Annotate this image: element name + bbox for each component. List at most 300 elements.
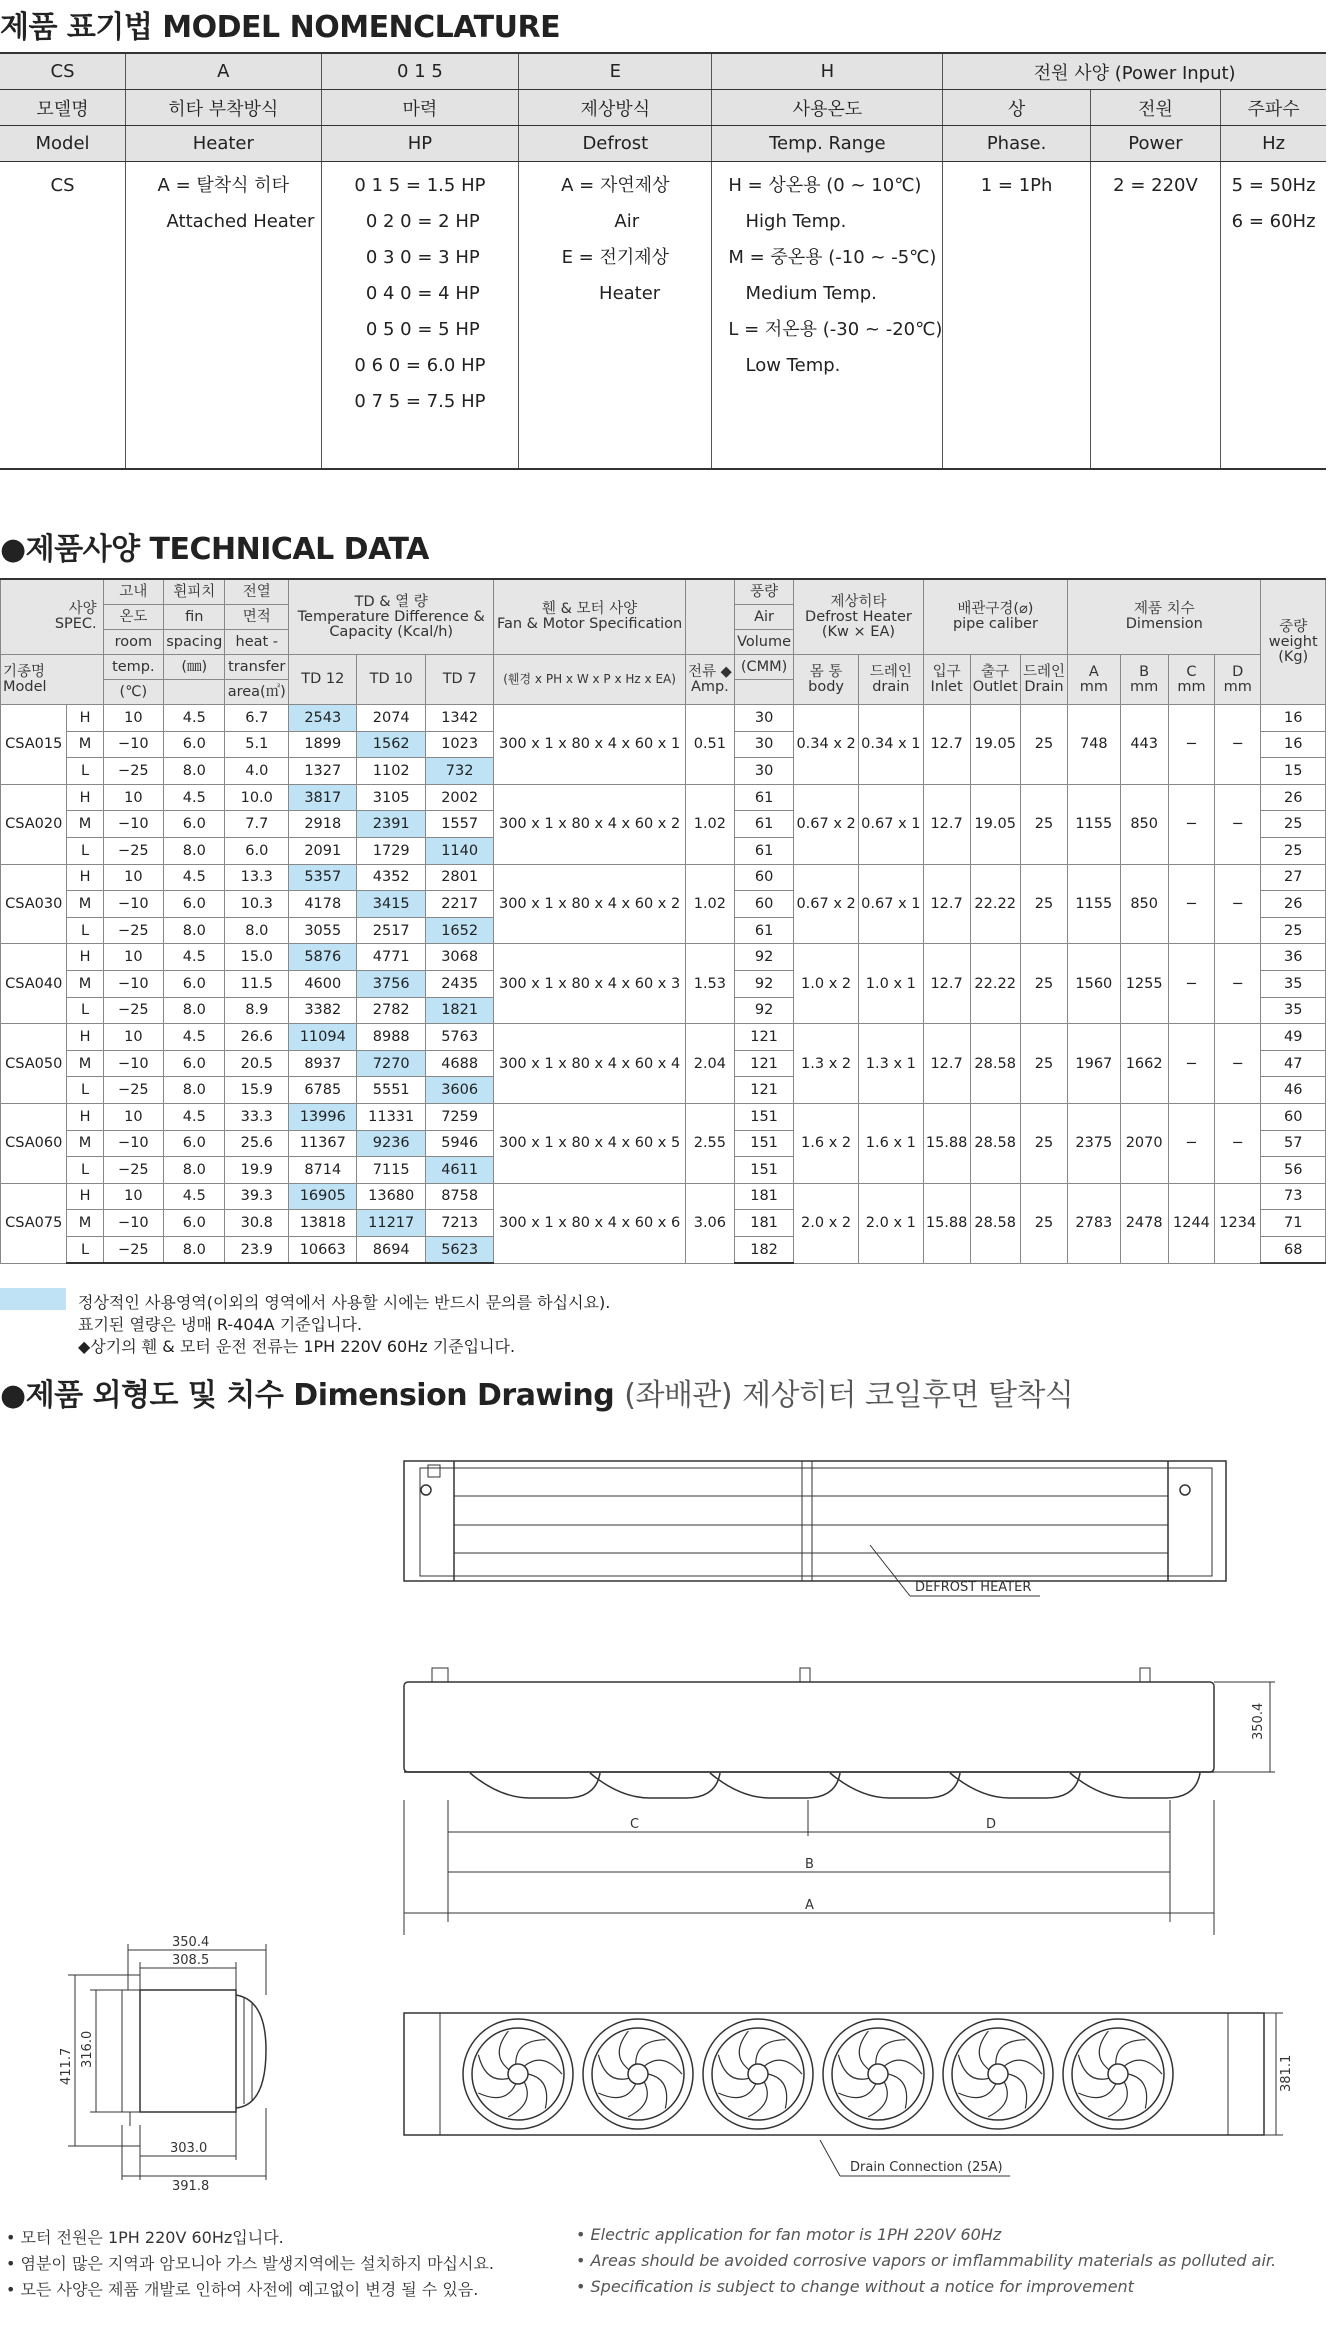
ko-label: 제상방식: [519, 90, 712, 126]
amp-cell: 2.04: [685, 1024, 734, 1104]
air-volume-cell: 151: [734, 1130, 793, 1157]
spec-cell: H: [67, 1183, 103, 1210]
pipe-drain-cell: 25: [1020, 1024, 1067, 1104]
room-temp-cell: 10: [103, 1183, 163, 1210]
td7-cell: 1023: [425, 731, 493, 758]
defrost-header: 제상히타 Defrost Heater (Kw × EA): [794, 579, 923, 655]
air-header: [734, 680, 793, 705]
dim-c-cell: −: [1168, 784, 1214, 864]
outlet-cell: 28.58: [970, 1183, 1020, 1263]
weight-cell: 60: [1261, 1103, 1326, 1130]
en-label: Heater: [126, 126, 322, 162]
td12-cell: 5357: [289, 864, 357, 891]
dim-a-cell: 2375: [1068, 1103, 1120, 1183]
fan-blade: [619, 2031, 629, 2070]
td12-cell: 13818: [289, 1210, 357, 1237]
spec-cell: L: [67, 917, 103, 944]
fin-spacing-cell: 8.0: [164, 837, 225, 864]
weight-cell: 15: [1261, 758, 1326, 785]
dim-b-cell: 1662: [1120, 1024, 1168, 1104]
fin-spacing-cell: 6.0: [164, 891, 225, 918]
air-volume-cell: 61: [734, 784, 793, 811]
td10-cell: 5551: [357, 1077, 425, 1104]
fan-blade: [1124, 2060, 1162, 2074]
weight-cell: 16: [1261, 731, 1326, 758]
spec-header: 사양 SPEC.: [1, 579, 104, 655]
room-temp-cell: −25: [103, 1236, 163, 1263]
model-header: 기종명 Model: [1, 655, 104, 705]
fan-blade: [1078, 2084, 1115, 2098]
area-cell: 8.9: [225, 997, 289, 1024]
fin-spacing-cell: 6.0: [164, 970, 225, 997]
area-cell: 15.9: [225, 1077, 289, 1104]
amp-cell: 1.02: [685, 864, 734, 944]
nomenclature-table: [0, 52, 1326, 470]
dim-d-label: D: [986, 1817, 997, 1832]
hp-values: 0 1 5 = 1.5 HP 0 2 0 = 2 HP 0 3 0 = 3 HP 0 4 0 = 4 HP 0 5 0 = 5 HP 0 6 0 = 6.0 HP 0 7 5 = 7.5 HP: [321, 162, 519, 470]
spec-cell: L: [67, 1157, 103, 1184]
area-header: area(㎡): [225, 680, 289, 705]
weight-cell: 36: [1261, 944, 1326, 971]
model-values: CS: [0, 162, 126, 470]
dim-a-label: A: [805, 1898, 814, 1913]
dim-b-cell: 443: [1120, 705, 1168, 785]
area-cell: 10.3: [225, 891, 289, 918]
room-temp-cell: −10: [103, 811, 163, 838]
fan-blade: [1108, 2082, 1127, 2117]
fan-blade: [888, 2074, 907, 2108]
fan-blade: [838, 2055, 869, 2079]
spec-cell: M: [67, 1130, 103, 1157]
dim-b-label: B: [805, 1857, 814, 1872]
dimension-heading: [0, 1370, 1073, 1414]
code-cell: 0 1 5: [321, 53, 519, 90]
td12-cell: 2918: [289, 811, 357, 838]
fan-blade: [628, 2082, 647, 2117]
area-cell: 33.3: [225, 1103, 289, 1130]
dim-d-cell: −: [1215, 784, 1261, 864]
room-temp-cell: −10: [103, 731, 163, 758]
hz-values: 5 = 50Hz 6 = 60Hz: [1221, 162, 1326, 470]
air-volume-cell: 92: [734, 944, 793, 971]
dim-a-cell: 1155: [1068, 784, 1120, 864]
drain-connection-label: Drain Connection (25A): [850, 2160, 1003, 2175]
fan-blade: [598, 2084, 635, 2098]
td7-cell: 4688: [425, 1050, 493, 1077]
area-cell: 6.0: [225, 837, 289, 864]
td12-cell: 3817: [289, 784, 357, 811]
table-row: [1, 1183, 1326, 1210]
code-cell: CS: [0, 53, 126, 90]
en-label: Defrost: [519, 126, 712, 162]
fin-header: 휜피치: [164, 579, 225, 605]
spec-cell: H: [67, 784, 103, 811]
td7-cell: 1342: [425, 705, 493, 732]
td7-cell: 3068: [425, 944, 493, 971]
defrost-drain-cell: 0.67 x 1: [858, 784, 923, 864]
fan-spec-cell: 300 x 1 x 80 x 4 x 60 x 1: [494, 705, 685, 785]
weight-cell: 71: [1261, 1210, 1326, 1237]
ko-label: 모델명: [0, 90, 126, 126]
fin-header: (㎜): [164, 655, 225, 680]
td7-cell: 7259: [425, 1103, 493, 1130]
air-volume-cell: 182: [734, 1236, 793, 1263]
td7-header: TD 7: [425, 655, 493, 705]
dim-a-cell: 1155: [1068, 864, 1120, 944]
weight-cell: 47: [1261, 1050, 1326, 1077]
td7-cell: 5946: [425, 1130, 493, 1157]
footer-note-ko: • 모든 사양은 제품 개발로 인하여 사전에 예고없이 변경 될 수 있음.: [6, 2280, 479, 2299]
pipe-drain-cell: 25: [1020, 784, 1067, 864]
room-temp-cell: 10: [103, 705, 163, 732]
model-name-cell: CSA030: [1, 864, 67, 944]
air-volume-cell: 61: [734, 917, 793, 944]
td10-cell: 2074: [357, 705, 425, 732]
room-temp-cell: −10: [103, 970, 163, 997]
en-label: Hz: [1221, 126, 1326, 162]
fan-spec-cell: 300 x 1 x 80 x 4 x 60 x 5: [494, 1103, 685, 1183]
fin-spacing-cell: 4.5: [164, 944, 225, 971]
air-volume-cell: 151: [734, 1103, 793, 1130]
td7-cell: 732: [425, 758, 493, 785]
td7-cell: 1652: [425, 917, 493, 944]
weight-cell: 16: [1261, 705, 1326, 732]
amp-cell: 1.53: [685, 944, 734, 1024]
inlet-cell: 12.7: [923, 864, 970, 944]
area-cell: 13.3: [225, 864, 289, 891]
weight-cell: 25: [1261, 811, 1326, 838]
area-cell: 15.0: [225, 944, 289, 971]
air-volume-cell: 121: [734, 1077, 793, 1104]
spec-cell: H: [67, 705, 103, 732]
fan-blade: [644, 2060, 682, 2074]
dim-a-cell: 748: [1068, 705, 1120, 785]
area-cell: 19.9: [225, 1157, 289, 1184]
fin-spacing-cell: 8.0: [164, 1157, 225, 1184]
defrost-body-cell: 1.0 x 2: [794, 944, 859, 1024]
dim-c-cell: −: [1168, 705, 1214, 785]
fin-header: spacing: [164, 630, 225, 655]
area-cell: 23.9: [225, 1236, 289, 1263]
dim-d-cell: −: [1215, 705, 1261, 785]
fin-spacing-cell: 6.0: [164, 731, 225, 758]
spec-cell: M: [67, 891, 103, 918]
td10-header: TD 10: [357, 655, 425, 705]
defrost-heater-label: DEFROST HEATER: [915, 1580, 1032, 1595]
en-label: Temp. Range: [712, 126, 943, 162]
ko-label: 마력: [321, 90, 519, 126]
fan-blade: [958, 2084, 995, 2098]
amp-cell: 0.51: [685, 705, 734, 785]
fan-blade: [1008, 2074, 1027, 2108]
side-base-label: 303.0: [170, 2141, 208, 2156]
td7-cell: 1557: [425, 811, 493, 838]
side-height-label: 411.7: [59, 2047, 74, 2085]
td10-cell: 3105: [357, 784, 425, 811]
table-row: [1, 1103, 1326, 1130]
technical-heading: ●제품사양 TECHNICAL DATA: [0, 532, 429, 567]
outlet-cell: 28.58: [970, 1024, 1020, 1104]
fan-blade: [478, 2084, 515, 2098]
area-header: heat -: [225, 630, 289, 655]
fan-blade: [499, 2031, 509, 2070]
td12-cell: 8937: [289, 1050, 357, 1077]
fan-blade: [1004, 2060, 1042, 2074]
fan-blade: [868, 2082, 887, 2117]
room-temp-cell: −25: [103, 997, 163, 1024]
dim-c-cell: 1244: [1168, 1183, 1214, 1263]
room-header: temp.: [103, 655, 163, 680]
td12-cell: 11367: [289, 1130, 357, 1157]
td10-cell: 1102: [357, 758, 425, 785]
room-temp-cell: −25: [103, 917, 163, 944]
table-row: [1, 1024, 1326, 1051]
en-label: Model: [0, 126, 126, 162]
inlet-cell: 12.7: [923, 784, 970, 864]
pipe-drain-header: 드레인 Drain: [1020, 655, 1067, 705]
dim-c-cell: −: [1168, 1024, 1214, 1104]
defrost-body-cell: 0.34 x 2: [794, 705, 859, 785]
fan-blade: [979, 2031, 989, 2070]
ko-label: 전원: [1090, 90, 1220, 126]
air-volume-cell: 121: [734, 1024, 793, 1051]
td12-cell: 4600: [289, 970, 357, 997]
td12-cell: 10663: [289, 1236, 357, 1263]
fin-spacing-cell: 4.5: [164, 1024, 225, 1051]
weight-cell: 56: [1261, 1157, 1326, 1184]
td7-cell: 2002: [425, 784, 493, 811]
dim-b-header: B mm: [1120, 655, 1168, 705]
inlet-header: 입구 Inlet: [923, 655, 970, 705]
td7-cell: 3606: [425, 1077, 493, 1104]
pipe-drain-cell: 25: [1020, 1103, 1067, 1183]
td10-cell: 11217: [357, 1210, 425, 1237]
room-temp-cell: 10: [103, 1024, 163, 1051]
footer-note-ko: • 염분이 많은 지역과 암모니아 가스 발생지역에는 설치하지 마십시요.: [6, 2254, 494, 2273]
weight-header: 중량 weight (Kg): [1261, 579, 1326, 705]
air-volume-cell: 60: [734, 864, 793, 891]
td12-cell: 16905: [289, 1183, 357, 1210]
weight-cell: 26: [1261, 891, 1326, 918]
td12-cell: 2543: [289, 705, 357, 732]
weight-cell: 25: [1261, 837, 1326, 864]
dim-b-cell: 1255: [1120, 944, 1168, 1024]
side-height-label: 316.0: [80, 2030, 95, 2068]
fin-header: fin: [164, 605, 225, 630]
area-cell: 26.6: [225, 1024, 289, 1051]
note-line: 정상적인 사용영역(이외의 영역에서 사용할 시에는 반드시 문의를 하십시요).: [78, 1293, 611, 1312]
bottom-height-label: 381.1: [1279, 2054, 1294, 2092]
spec-cell: M: [67, 1050, 103, 1077]
ko-label: 상: [943, 90, 1090, 126]
area-cell: 7.7: [225, 811, 289, 838]
en-label: HP: [321, 126, 519, 162]
dim-b-cell: 850: [1120, 784, 1168, 864]
td7-cell: 1140: [425, 837, 493, 864]
td10-cell: 4352: [357, 864, 425, 891]
td12-cell: 1899: [289, 731, 357, 758]
fin-spacing-cell: 8.0: [164, 1077, 225, 1104]
td12-header: TD 12: [289, 655, 357, 705]
room-temp-cell: 10: [103, 1103, 163, 1130]
td7-cell: 1821: [425, 997, 493, 1024]
area-cell: 8.0: [225, 917, 289, 944]
defrost-drain-cell: 1.0 x 1: [858, 944, 923, 1024]
body-header: 몸 통 body: [794, 655, 859, 705]
room-temp-cell: −25: [103, 1077, 163, 1104]
dim-d-cell: 1234: [1215, 1183, 1261, 1263]
fan-blade: [764, 2060, 802, 2074]
area-cell: 39.3: [225, 1183, 289, 1210]
air-volume-cell: 61: [734, 811, 793, 838]
fan-spec-cell: 300 x 1 x 80 x 4 x 60 x 2: [494, 864, 685, 944]
ko-label: 주파수: [1221, 90, 1326, 126]
dim-b-cell: 850: [1120, 864, 1168, 944]
fin-spacing-cell: 4.5: [164, 705, 225, 732]
fan-blade: [718, 2055, 749, 2079]
td7-cell: 2217: [425, 891, 493, 918]
side-width-label: 308.5: [172, 1953, 210, 1968]
model-name-cell: CSA075: [1, 1183, 67, 1263]
td12-cell: 11094: [289, 1024, 357, 1051]
defrost-body-cell: 0.67 x 2: [794, 864, 859, 944]
dimension-heading-main: ●제품 외형도 및 치수 Dimension Drawing: [0, 1378, 615, 1413]
dimension-drawing: [0, 1420, 1332, 2200]
spec-cell: L: [67, 997, 103, 1024]
pipe-drain-cell: 25: [1020, 944, 1067, 1024]
footer-note-ko: • 모터 전원은 1PH 220V 60Hz입니다.: [6, 2228, 284, 2247]
fan-blade: [768, 2074, 787, 2108]
fin-spacing-cell: 6.0: [164, 1130, 225, 1157]
room-temp-cell: −10: [103, 1210, 163, 1237]
air-volume-cell: 181: [734, 1210, 793, 1237]
td7-cell: 2801: [425, 864, 493, 891]
area-cell: 11.5: [225, 970, 289, 997]
room-header: 고내: [103, 579, 163, 605]
fin-spacing-cell: 4.5: [164, 864, 225, 891]
dim-d-header: D mm: [1215, 655, 1261, 705]
dim-c-cell: −: [1168, 944, 1214, 1024]
temp-values: H = 상온용 (0 ~ 10℃) High Temp. M = 중온용 (-10 ~ -5℃) Medium Temp. L = 저온용 (-30 ~ -20℃) Low Temp.: [712, 162, 943, 470]
air-volume-cell: 60: [734, 891, 793, 918]
fin-spacing-cell: 8.0: [164, 997, 225, 1024]
air-volume-cell: 30: [734, 705, 793, 732]
fin-spacing-cell: 6.0: [164, 811, 225, 838]
area-cell: 20.5: [225, 1050, 289, 1077]
weight-cell: 26: [1261, 784, 1326, 811]
area-header: transfer: [225, 655, 289, 680]
spec-cell: M: [67, 811, 103, 838]
dim-b-cell: 2478: [1120, 1183, 1168, 1263]
inlet-cell: 12.7: [923, 944, 970, 1024]
fin-header: [164, 680, 225, 705]
room-header: room: [103, 630, 163, 655]
front-height-label: 350.4: [1251, 1702, 1266, 1740]
td10-cell: 2782: [357, 997, 425, 1024]
weight-cell: 27: [1261, 864, 1326, 891]
pipe-drain-cell: 25: [1020, 705, 1067, 785]
air-volume-cell: 30: [734, 758, 793, 785]
defrost-body-cell: 0.67 x 2: [794, 784, 859, 864]
fan-blade: [748, 2082, 767, 2117]
fin-spacing-cell: 6.0: [164, 1050, 225, 1077]
fin-spacing-cell: 8.0: [164, 917, 225, 944]
td7-cell: 2435: [425, 970, 493, 997]
room-temp-cell: −25: [103, 758, 163, 785]
area-cell: 30.8: [225, 1210, 289, 1237]
table-row: [1, 784, 1326, 811]
defrost-body-cell: 2.0 x 2: [794, 1183, 859, 1263]
table-row: [1, 705, 1326, 732]
air-volume-cell: 151: [734, 1157, 793, 1184]
inlet-cell: 12.7: [923, 1024, 970, 1104]
air-volume-cell: 92: [734, 997, 793, 1024]
td7-cell: 8758: [425, 1183, 493, 1210]
td10-cell: 2517: [357, 917, 425, 944]
amp-cell: 1.02: [685, 784, 734, 864]
td10-cell: 7270: [357, 1050, 425, 1077]
td12-cell: 13996: [289, 1103, 357, 1130]
room-temp-cell: −10: [103, 1130, 163, 1157]
td7-cell: 4611: [425, 1157, 493, 1184]
code-cell: 전원 사양 (Power Input): [943, 53, 1326, 90]
model-name-cell: CSA015: [1, 705, 67, 785]
dim-a-cell: 1560: [1068, 944, 1120, 1024]
dim-c-label: C: [630, 1817, 640, 1832]
pipe-header: 배관구경(⌀) pipe caliber: [923, 579, 1067, 655]
area-cell: 10.0: [225, 784, 289, 811]
air-header: Air: [734, 605, 793, 630]
footer-note-en: • Specification is subject to change without a notice for improvement: [576, 2277, 1134, 2296]
td10-cell: 3756: [357, 970, 425, 997]
outlet-cell: 22.22: [970, 944, 1020, 1024]
fan-blade: [1128, 2074, 1147, 2108]
weight-cell: 49: [1261, 1024, 1326, 1051]
fan-blade: [1099, 2031, 1109, 2070]
amp-header-blank: [685, 579, 734, 655]
room-temp-cell: 10: [103, 784, 163, 811]
spec-cell: H: [67, 864, 103, 891]
area-cell: 4.0: [225, 758, 289, 785]
defrost-drain-cell: 0.67 x 1: [858, 864, 923, 944]
en-label: Phase.: [943, 126, 1090, 162]
area-cell: 6.7: [225, 705, 289, 732]
fan-spec-cell: 300 x 1 x 80 x 4 x 60 x 2: [494, 784, 685, 864]
fin-spacing-cell: 6.0: [164, 1210, 225, 1237]
room-header: 온도: [103, 605, 163, 630]
spec-cell: H: [67, 1103, 103, 1130]
model-name-cell: CSA040: [1, 944, 67, 1024]
amp-cell: 3.06: [685, 1183, 734, 1263]
td12-cell: 1327: [289, 758, 357, 785]
spec-cell: M: [67, 970, 103, 997]
td12-cell: 8714: [289, 1157, 357, 1184]
weight-cell: 46: [1261, 1077, 1326, 1104]
fan-blade: [508, 2082, 527, 2117]
room-temp-cell: −25: [103, 1157, 163, 1184]
outlet-cell: 19.05: [970, 784, 1020, 864]
td12-cell: 4178: [289, 891, 357, 918]
dim-c-cell: −: [1168, 864, 1214, 944]
fin-spacing-cell: 8.0: [164, 1236, 225, 1263]
td10-cell: 3415: [357, 891, 425, 918]
fin-spacing-cell: 4.5: [164, 1103, 225, 1130]
td10-cell: 2391: [357, 811, 425, 838]
ko-label: 히타 부착방식: [126, 90, 322, 126]
weight-cell: 35: [1261, 997, 1326, 1024]
amp-cell: 2.55: [685, 1103, 734, 1183]
dim-d-cell: −: [1215, 944, 1261, 1024]
